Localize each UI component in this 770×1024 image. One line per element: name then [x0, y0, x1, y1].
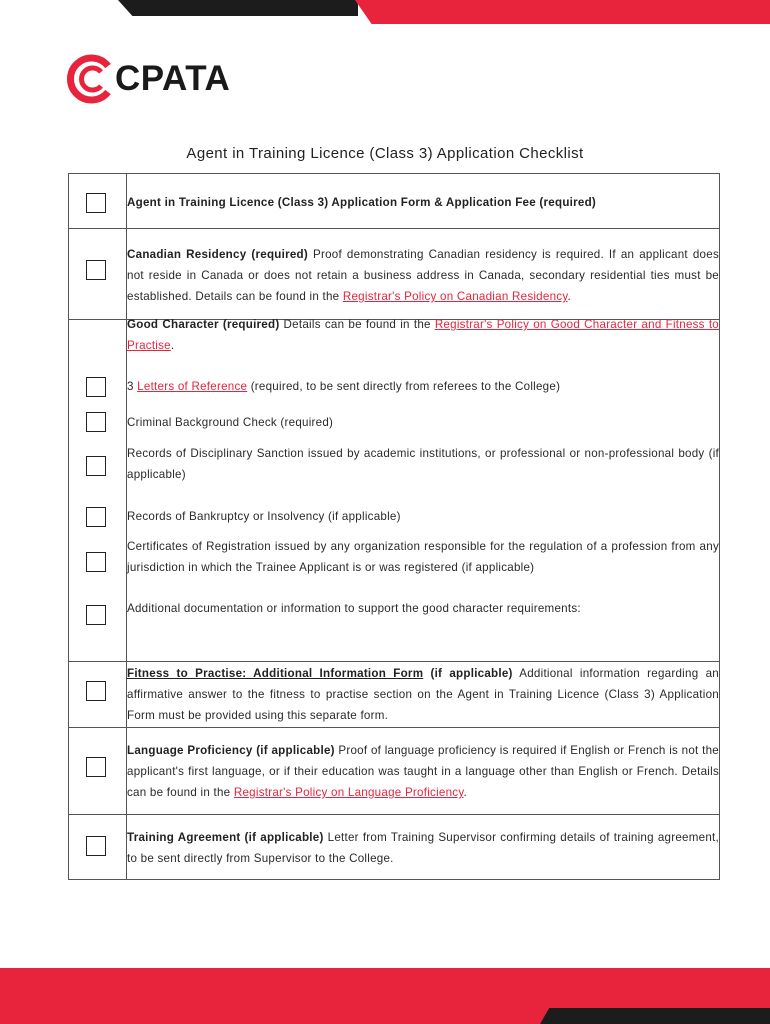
application-checklist	[68, 173, 720, 880]
checkbox-language-proficiency[interactable]	[86, 757, 106, 777]
top-decor-bar-red	[355, 0, 770, 24]
good-character-policy-link[interactable]: Registrar's Policy on Good Character and Fitness to Practise	[127, 318, 719, 352]
additional-documentation-item: Additional documentation or information to support the good character requirements:	[127, 602, 581, 615]
cpata-logo-mark-icon	[63, 54, 117, 104]
cpata-logo	[63, 54, 230, 104]
certificates-item: Certificates of Registration issued by any organization responsible for the regulation of a profession from any jurisdiction in which the Trainee Applicant is or was registered (if applicable)	[127, 540, 719, 574]
disciplinary-item: Records of Disciplinary Sanction issued by academic institutions, or professional or non-professional body (if applicable)	[127, 447, 719, 481]
checklist-row-language: Language Proficiency (if applicable) Proof of language proficiency is required if English or French is not the applicant's first language, or if their education was taught in a language other than English or French. Details can be found in the Registrar's Policy on Language Proficiency.	[69, 728, 720, 815]
good-character-label: Good Character (required)	[127, 318, 280, 331]
application-form-label: Agent in Training Licence (Class 3) Application Form & Application Fee (required)	[127, 196, 597, 209]
checkbox-additional-documentation[interactable]	[86, 605, 106, 625]
letters-of-reference-link[interactable]: Letters of Reference	[137, 380, 248, 393]
checklist-row-good-character: Good Character (required) Details can be found in the Registrar's Policy on Good Character and Fitness to Practise. 3 Letters of Reference (required, to be sent directly from referees to the College) Criminal Background Check (required) Records of Disciplinary Sanction issued by academic institutions, or professional or non-professional body (if applicable) Records of Bankruptcy or Insolvency (if applicable) Certificates of Registration issued by any organization responsible for the regulation of a profession from any jurisdiction in which the Trainee Applicant is or was registered (if applicable) Additional documentation or information to support the good character requirements:	[69, 320, 720, 662]
checkbox-bankruptcy-records[interactable]	[86, 507, 106, 527]
top-decor-bar-dark	[118, 0, 358, 16]
residency-label: Canadian Residency (required)	[127, 248, 308, 261]
fitness-form-link[interactable]: Fitness to Practise: Additional Information Form	[127, 667, 424, 680]
checkbox-training-agreement[interactable]	[86, 836, 106, 856]
checklist-row-training: Training Agreement (if applicable) Letter from Training Supervisor confirming details of training agreement, to be sent directly from Supervisor to the College.	[69, 815, 720, 880]
letters-of-reference-item: 3 Letters of Reference (required, to be sent directly from referees to the College)	[127, 380, 561, 393]
checkbox-fitness-form[interactable]	[86, 681, 106, 701]
checklist-row-residency: Canadian Residency (required) Proof demonstrating Canadian residency is required. If an applicant does not reside in Canada or does not retain a business address in Canada, secondary residential ties must be established. Details can be found in the Registrar's Policy on Canadian Residency.	[69, 229, 720, 320]
checkbox-letters-of-reference[interactable]	[86, 377, 106, 397]
fitness-text: Additional information regarding an affirmative answer to the fitness to practise section on the Agent in Training Licence (Class 3) Application Form must be provided using this separate form.	[127, 667, 720, 722]
checkbox-criminal-background[interactable]	[86, 412, 106, 432]
checkbox-canadian-residency[interactable]	[86, 260, 106, 280]
checkbox-disciplinary-records[interactable]	[86, 456, 106, 476]
bottom-decor-bar-dark	[540, 1008, 770, 1024]
residency-policy-link[interactable]: Registrar's Policy on Canadian Residency	[342, 290, 568, 303]
page-title: Agent in Training Licence (Class 3) Application Checklist	[186, 145, 584, 162]
brand-name: CPATA	[115, 59, 231, 98]
checkbox-application-form[interactable]	[86, 193, 106, 213]
criminal-background-item: Criminal Background Check (required)	[127, 416, 334, 429]
checkbox-certificates-of-registration[interactable]	[86, 552, 106, 572]
bankruptcy-item: Records of Bankruptcy or Insolvency (if applicable)	[127, 510, 401, 523]
language-policy-link[interactable]: Registrar's Policy on Language Proficiency	[233, 786, 464, 799]
checklist-row-application-form	[69, 174, 720, 229]
language-label: Language Proficiency (if applicable)	[127, 744, 335, 757]
checklist-row-fitness: Fitness to Practise: Additional Information Form (if applicable) Additional information regarding an affirmative answer to the fitness to practise section on the Agent in Training Licence (Class 3) Application Form must be provided using this separate form.	[69, 662, 720, 728]
training-label: Training Agreement (if applicable)	[127, 831, 324, 844]
residency-text: Proof demonstrating Canadian residency is required. If an applicant does not reside in Canada or does not retain a business address in Canada, secondary residential ties must be established. Details can be found in the	[127, 248, 719, 303]
